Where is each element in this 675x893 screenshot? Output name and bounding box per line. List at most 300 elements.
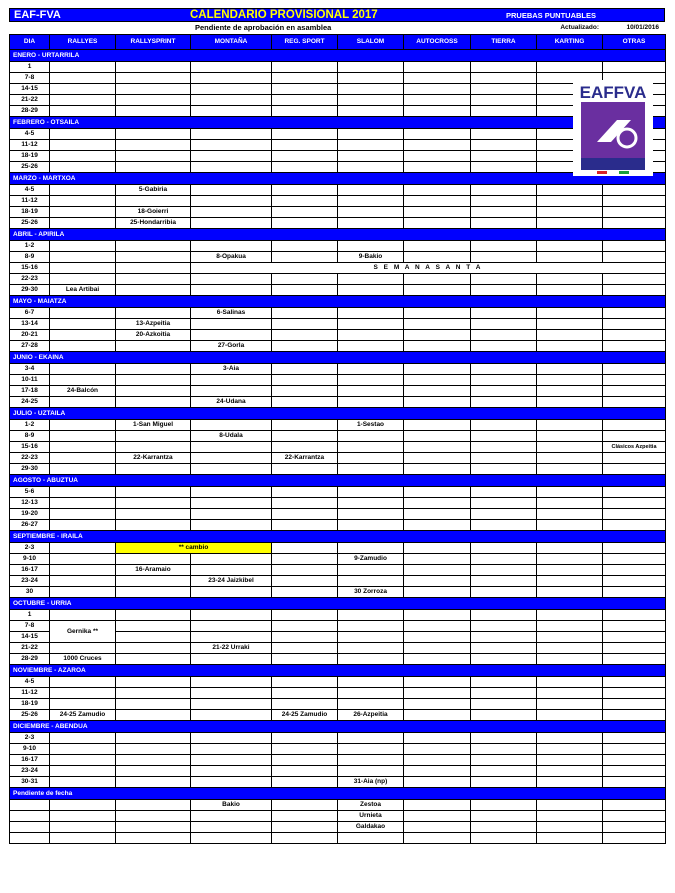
calendar-cell <box>50 129 116 140</box>
calendar-cell <box>191 487 272 498</box>
calendar-cell <box>191 699 272 710</box>
calendar-cell <box>537 252 603 263</box>
month-name: JULIO - UZTAILA <box>10 408 666 420</box>
calendar-cell <box>50 520 116 531</box>
calendar-cell <box>404 576 471 587</box>
calendar-row <box>10 744 666 755</box>
calendar-row <box>10 654 666 665</box>
calendar-table <box>9 34 666 844</box>
calendar-cell <box>50 565 116 576</box>
month-name: ABRIL - APIRILA <box>10 229 666 241</box>
calendar-cell <box>471 554 537 565</box>
calendar-cell <box>191 654 272 665</box>
logo-wordmark: EAFFVA <box>579 83 647 102</box>
event-cell: 18-Goierri <box>116 207 191 218</box>
calendar-cell <box>338 453 404 464</box>
calendar-cell <box>338 565 404 576</box>
event-cell: 8-Udala <box>191 431 272 442</box>
calendar-cell <box>338 308 404 319</box>
calendar-cell <box>537 800 603 811</box>
calendar-cell <box>404 733 471 744</box>
calendar-cell <box>272 744 338 755</box>
calendar-cell <box>338 285 404 296</box>
day-cell: 9-10 <box>10 554 50 565</box>
calendar-cell <box>50 263 116 274</box>
calendar-cell <box>537 587 603 598</box>
calendar-cell <box>191 420 272 431</box>
calendar-cell <box>116 587 191 598</box>
calendar-cell <box>272 341 338 352</box>
month-header-row <box>10 173 666 185</box>
federation-logo <box>573 80 653 176</box>
calendar-cell <box>471 319 537 330</box>
day-cell: 14-15 <box>10 632 50 643</box>
calendar-cell <box>338 733 404 744</box>
calendar-row <box>10 375 666 386</box>
calendar-cell <box>191 274 272 285</box>
month-header-row <box>10 531 666 543</box>
calendar-cell <box>404 777 471 788</box>
calendar-cell <box>191 330 272 341</box>
calendar-cell <box>272 800 338 811</box>
calendar-cell <box>338 95 404 106</box>
calendar-cell <box>116 62 191 73</box>
event-cell: Gernika ** <box>50 621 116 643</box>
calendar-cell <box>338 632 404 643</box>
calendar-cell <box>191 241 272 252</box>
calendar-cell <box>404 744 471 755</box>
calendar-cell <box>338 364 404 375</box>
calendar-cell <box>471 151 537 162</box>
calendar-cell <box>50 610 116 621</box>
calendar-cell <box>537 308 603 319</box>
calendar-cell <box>537 364 603 375</box>
calendar-cell <box>603 487 666 498</box>
calendar-cell <box>404 84 471 95</box>
calendar-row <box>10 162 666 173</box>
calendar-cell <box>50 106 116 117</box>
calendar-cell <box>50 587 116 598</box>
calendar-cell <box>116 733 191 744</box>
calendar-cell <box>404 487 471 498</box>
calendar-cell <box>404 464 471 475</box>
calendar-row <box>10 364 666 375</box>
calendar-cell <box>338 654 404 665</box>
calendar-cell <box>537 375 603 386</box>
calendar-cell <box>272 543 338 554</box>
calendar-cell <box>603 576 666 587</box>
calendar-cell <box>116 800 191 811</box>
event-cell: 5-Gabiria <box>116 185 191 196</box>
calendar-cell <box>404 654 471 665</box>
day-cell: 24-25 <box>10 397 50 408</box>
calendar-cell <box>272 811 338 822</box>
day-cell: 15-16 <box>10 263 50 274</box>
calendar-cell <box>404 95 471 106</box>
calendar-cell <box>50 643 116 654</box>
calendar-cell <box>338 241 404 252</box>
calendar-cell <box>404 554 471 565</box>
calendar-cell <box>272 822 338 833</box>
calendar-row <box>10 822 666 833</box>
calendar-row <box>10 554 666 565</box>
pending-note: Pendiente de aprobación en asamblea <box>195 23 332 32</box>
day-cell: 17-18 <box>10 386 50 397</box>
calendar-cell <box>116 621 191 632</box>
calendar-cell <box>404 498 471 509</box>
calendar-cell <box>603 464 666 475</box>
calendar-cell <box>272 162 338 173</box>
day-cell: 29-30 <box>10 464 50 475</box>
calendar-cell <box>603 498 666 509</box>
event-cell: 24-25 Zamudio <box>50 710 116 721</box>
calendar-cell <box>471 733 537 744</box>
day-cell: 11-12 <box>10 688 50 699</box>
calendar-cell <box>338 319 404 330</box>
calendar-cell <box>272 207 338 218</box>
calendar-cell <box>272 621 338 632</box>
calendar-cell <box>191 677 272 688</box>
calendar-cell <box>272 509 338 520</box>
event-cell: 3-Aia <box>191 364 272 375</box>
day-cell: 2-3 <box>10 543 50 554</box>
day-cell: 13-14 <box>10 319 50 330</box>
calendar-row <box>10 285 666 296</box>
calendar-cell <box>50 688 116 699</box>
day-cell: 4-5 <box>10 677 50 688</box>
calendar-cell <box>116 610 191 621</box>
calendar-cell <box>50 442 116 453</box>
calendar-cell <box>404 375 471 386</box>
calendar-row <box>10 218 666 229</box>
calendar-row <box>10 185 666 196</box>
calendar-cell <box>116 632 191 643</box>
calendar-cell <box>116 833 191 844</box>
calendar-cell <box>471 833 537 844</box>
month-header-row <box>10 475 666 487</box>
month-header-row <box>10 117 666 129</box>
calendar-cell <box>537 431 603 442</box>
calendar-cell <box>116 151 191 162</box>
calendar-cell <box>471 777 537 788</box>
calendar-cell <box>191 162 272 173</box>
calendar-cell <box>272 386 338 397</box>
calendar-cell <box>191 319 272 330</box>
calendar-row <box>10 263 666 274</box>
calendar-cell <box>537 420 603 431</box>
calendar-cell <box>50 364 116 375</box>
calendar-cell <box>404 319 471 330</box>
month-name: Pendiente de fecha <box>10 788 666 800</box>
day-cell: 1-2 <box>10 420 50 431</box>
calendar-cell <box>471 252 537 263</box>
calendar-cell <box>404 520 471 531</box>
calendar-cell <box>404 699 471 710</box>
calendar-cell <box>116 811 191 822</box>
calendar-cell <box>116 654 191 665</box>
calendar-cell <box>50 543 116 554</box>
calendar-cell <box>272 688 338 699</box>
calendar-cell <box>537 554 603 565</box>
calendar-cell <box>191 196 272 207</box>
calendar-cell <box>471 207 537 218</box>
calendar-cell <box>471 587 537 598</box>
day-cell: 1-2 <box>10 241 50 252</box>
calendar-cell <box>272 420 338 431</box>
calendar-cell <box>537 185 603 196</box>
month-name: ENERO - URTARRILA <box>10 50 666 62</box>
calendar-cell <box>471 699 537 710</box>
calendar-cell <box>116 95 191 106</box>
calendar-cell <box>272 274 338 285</box>
calendar-cell <box>338 62 404 73</box>
calendar-cell <box>404 610 471 621</box>
calendar-row <box>10 274 666 285</box>
day-cell: 21-22 <box>10 95 50 106</box>
calendar-cell <box>338 106 404 117</box>
calendar-cell <box>272 464 338 475</box>
calendar-row <box>10 453 666 464</box>
day-cell: 27-28 <box>10 341 50 352</box>
calendar-cell <box>404 140 471 151</box>
day-cell: 18-19 <box>10 151 50 162</box>
month-header-row <box>10 229 666 241</box>
calendar-cell <box>116 699 191 710</box>
calendar-cell <box>603 285 666 296</box>
calendar-cell <box>272 833 338 844</box>
day-cell: 9-10 <box>10 744 50 755</box>
calendar-cell <box>471 140 537 151</box>
calendar-cell <box>272 62 338 73</box>
calendar-cell <box>191 218 272 229</box>
calendar-cell <box>191 710 272 721</box>
calendar-cell <box>404 766 471 777</box>
calendar-cell <box>471 800 537 811</box>
calendar-cell <box>272 285 338 296</box>
day-cell: 30-31 <box>10 777 50 788</box>
calendar-cell <box>603 397 666 408</box>
event-cell: Urnieta <box>338 811 404 822</box>
calendar-cell <box>50 207 116 218</box>
calendar-cell <box>50 699 116 710</box>
calendar-cell <box>50 73 116 84</box>
day-cell: 4-5 <box>10 185 50 196</box>
calendar-cell <box>338 431 404 442</box>
calendar-row <box>10 498 666 509</box>
calendar-cell <box>116 140 191 151</box>
day-cell <box>10 811 50 822</box>
calendar-cell <box>191 833 272 844</box>
calendar-cell <box>50 811 116 822</box>
calendar-cell <box>191 106 272 117</box>
calendar-cell <box>603 274 666 285</box>
day-cell: 19-20 <box>10 509 50 520</box>
calendar-cell <box>471 106 537 117</box>
calendar-row <box>10 241 666 252</box>
calendar-cell <box>50 308 116 319</box>
calendar-cell <box>50 196 116 207</box>
calendar-cell <box>404 185 471 196</box>
calendar-cell <box>338 73 404 84</box>
calendar-cell <box>338 375 404 386</box>
subtitle-bar <box>9 22 665 34</box>
calendar-cell <box>404 308 471 319</box>
calendar-cell <box>471 498 537 509</box>
calendar-cell <box>116 263 191 274</box>
calendar-cell <box>471 330 537 341</box>
calendar-cell <box>191 766 272 777</box>
calendar-cell <box>338 464 404 475</box>
calendar-cell <box>603 621 666 632</box>
calendar-cell <box>50 800 116 811</box>
calendar-cell <box>537 777 603 788</box>
calendar-cell <box>537 822 603 833</box>
day-cell <box>10 800 50 811</box>
day-cell: 25-26 <box>10 218 50 229</box>
calendar-cell <box>191 185 272 196</box>
day-cell: 7-8 <box>10 73 50 84</box>
calendar-cell <box>50 151 116 162</box>
day-cell: 21-22 <box>10 643 50 654</box>
calendar-cell <box>50 487 116 498</box>
calendar-cell <box>338 744 404 755</box>
calendar-cell <box>191 129 272 140</box>
title-bar <box>9 8 665 22</box>
calendar-cell <box>603 587 666 598</box>
calendar-cell <box>272 699 338 710</box>
calendar-cell <box>272 498 338 509</box>
calendar-cell <box>537 543 603 554</box>
calendar-cell <box>603 431 666 442</box>
calendar-cell <box>116 308 191 319</box>
calendar-cell <box>191 95 272 106</box>
calendar-cell <box>603 777 666 788</box>
calendar-cell <box>116 364 191 375</box>
logo-caption-bg <box>581 158 645 164</box>
calendar-row <box>10 252 666 263</box>
calendar-cell <box>537 632 603 643</box>
calendar-cell <box>338 397 404 408</box>
calendar-cell <box>191 520 272 531</box>
calendar-row <box>10 397 666 408</box>
calendar-cell <box>338 833 404 844</box>
calendar-cell <box>116 643 191 654</box>
day-cell: 16-17 <box>10 755 50 766</box>
calendar-cell <box>116 487 191 498</box>
calendar-cell <box>603 643 666 654</box>
column-header: AUTOCROSS <box>404 35 471 50</box>
calendar-cell <box>603 733 666 744</box>
calendar-cell <box>603 688 666 699</box>
calendar-cell <box>50 431 116 442</box>
calendar-cell <box>50 420 116 431</box>
calendar-cell <box>272 252 338 263</box>
calendar-cell <box>272 733 338 744</box>
org-label: EAF-FVA <box>14 9 61 21</box>
calendar-cell <box>50 162 116 173</box>
calendar-cell <box>272 308 338 319</box>
calendar-cell <box>116 386 191 397</box>
calendar-row <box>10 576 666 587</box>
calendar-row <box>10 587 666 598</box>
event-cell: 26-Azpeitia <box>338 710 404 721</box>
logo-flag-green <box>619 171 629 174</box>
calendar-cell <box>471 73 537 84</box>
calendar-cell <box>338 196 404 207</box>
calendar-cell <box>404 833 471 844</box>
calendar-cell <box>471 822 537 833</box>
calendar-cell <box>471 654 537 665</box>
calendar-cell <box>404 207 471 218</box>
column-header: RALLYES <box>50 35 116 50</box>
event-cell: 31-Aia (np) <box>338 777 404 788</box>
calendar-cell <box>272 554 338 565</box>
column-header: KARTING <box>537 35 603 50</box>
calendar-row <box>10 386 666 397</box>
month-name: AGOSTO - ABUZTUA <box>10 475 666 487</box>
event-cell: 6-Salinas <box>191 308 272 319</box>
calendar-cell <box>272 106 338 117</box>
calendar-cell <box>116 744 191 755</box>
day-cell: 1 <box>10 610 50 621</box>
event-cell: Galdakao <box>338 822 404 833</box>
calendar-cell <box>471 565 537 576</box>
calendar-cell <box>191 755 272 766</box>
month-header-row <box>10 721 666 733</box>
calendar-cell <box>603 207 666 218</box>
calendar-cell <box>191 632 272 643</box>
event-cell: 22-Karrantza <box>272 453 338 464</box>
calendar-cell <box>50 375 116 386</box>
calendar-cell <box>471 442 537 453</box>
calendar-cell <box>50 733 116 744</box>
calendar-cell <box>338 151 404 162</box>
calendar-cell <box>191 207 272 218</box>
event-cell: 16-Aramaio <box>116 565 191 576</box>
calendar-cell <box>404 811 471 822</box>
calendar-cell <box>272 487 338 498</box>
calendar-cell <box>191 84 272 95</box>
calendar-cell <box>338 330 404 341</box>
calendar-cell <box>50 833 116 844</box>
column-header: TIERRA <box>471 35 537 50</box>
calendar-cell <box>191 498 272 509</box>
event-cell: 24-Udana <box>191 397 272 408</box>
calendar-cell <box>603 319 666 330</box>
month-header-row <box>10 598 666 610</box>
calendar-cell <box>471 744 537 755</box>
calendar-cell <box>272 654 338 665</box>
calendar-cell <box>116 442 191 453</box>
calendar-cell <box>272 643 338 654</box>
event-cell: 23-24 Jaizkibel <box>191 576 272 587</box>
calendar-cell <box>50 509 116 520</box>
calendar-cell <box>603 632 666 643</box>
calendar-cell <box>471 129 537 140</box>
calendar-cell <box>537 62 603 73</box>
calendar-cell <box>116 677 191 688</box>
calendar-row <box>10 699 666 710</box>
calendar-cell <box>537 498 603 509</box>
calendar-cell <box>191 610 272 621</box>
calendar-cell <box>404 241 471 252</box>
calendar-cell <box>272 632 338 643</box>
calendar-cell <box>471 308 537 319</box>
calendar-cell <box>116 196 191 207</box>
month-name: JUNIO - EKAINA <box>10 352 666 364</box>
event-cell: 25-Hondarribia <box>116 218 191 229</box>
day-cell: 2-3 <box>10 733 50 744</box>
